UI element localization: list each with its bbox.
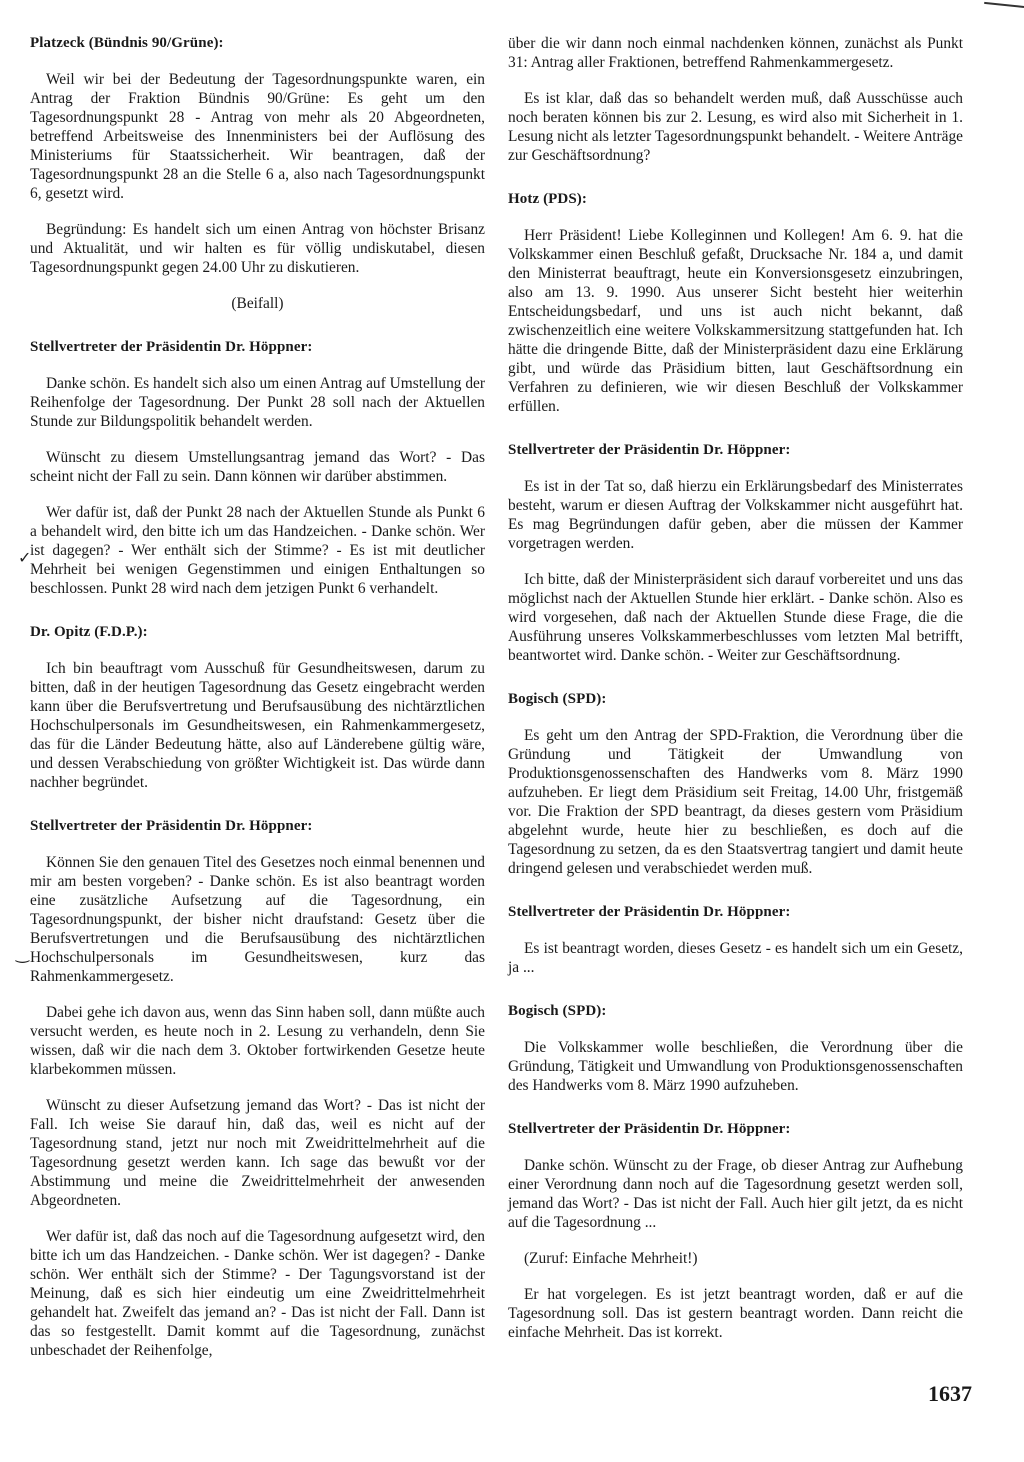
speaker-heading: Bogisch (SPD): [508,1003,607,1019]
margin-pen-mark: ✓ [18,548,32,567]
right-column [508,34,963,1359]
paragraph: Begründung: Es handelt sich um einen Antrag von höchster Brisanz und Aktualität, und wir halten es für völlig undiskutabel, diesen Tagesordnungspunkt gegen 24.00 Uhr zu diskutieren. [30,221,485,276]
speaker-heading: Stellvertreter der Präsidentin Dr. Höppner: [30,339,313,355]
paragraph: Ich bitte, daß der Ministerpräsident sich darauf vorbereitet und uns das möglichst nach der Aktuellen Stunde hier erklärt. - Danke schön. Also es wird vorgesehen, daß nach der Aktuellen Stunde diese Frage, die die Ausführung unseres Volkskammerbeschlusses vom letzten Mal betrifft, beantwortet wird. Danke schön. - Weiter zur Geschäftsordnung. [508,571,963,664]
paragraph: Die Volkskammer wolle beschließen, die Verordnung über die Gründung, Tätigkeit und Umwandlung von Produktionsgenossenschaften des Handwerks vom 8. März 1990 aufzuheben. [508,1039,963,1094]
paragraph: Wünscht zu dieser Aufsetzung jemand das Wort? - Das ist nicht der Fall. Ich weise Sie darauf hin, daß das, weil es nicht auf der Tagesordnung stand, jetzt nur noch mit Zweidrittelmehrheit auf die Tagesordnung gesetzt werden kann. Ich sage das bewußt vor der Abstimmung und meine die Zweidrittelmehrheit der anwesenden Abgeordneten. [30,1097,485,1209]
speaker-heading: Bogisch (SPD): [508,691,607,707]
paragraph: Wünscht zu diesem Umstellungsantrag jemand das Wort? - Das scheint nicht der Fall zu sein. Dann können wir darüber abstimmen. [30,449,485,485]
paragraph: Dabei gehe ich davon aus, wenn das Sinn haben soll, dann müßte auch versucht werden, es heute noch in 2. Lesung zu verhandeln, denn Sie wissen, daß wir die nach dem 3. Oktober fortwirkenden Gesetze heute klarbekommen müssen. [30,1004,485,1078]
paragraph: (Zuruf: Einfache Mehrheit!) [524,1250,698,1267]
speaker-heading: Dr. Opitz (F.D.P.): [30,624,148,640]
paragraph: Es geht um den Antrag der SPD-Fraktion, die Verordnung über die Gründung und Tätigkeit der Umwandlung von Produktionsgenossenschaften des Handwerks vom 8. März 1990 aufzuheben. Er liegt dem Präsidium seit Freitag, 14.00 Uhr, fristgemäß vor. Die Fraktion der SPD beantragt, da dieses gestern vom Präsidium abgelehnt wurde, heute hier zu beschließen, es doch auf die Tagesordnung zu setzen, da es den Staatsvertrag tangiert und damit heute dringend gelesen und verabschiedet werden muß. [508,727,963,877]
speaker-heading: Stellvertreter der Präsidentin Dr. Höppner: [508,442,791,458]
speaker-heading: Platzeck (Bündnis 90/Grüne): [30,35,224,51]
stage-direction: (Beifall) [231,295,284,312]
speaker-heading: Hotz (PDS): [508,191,587,207]
paragraph: Wer dafür ist, daß der Punkt 28 nach der Aktuellen Stunde als Punkt 6 a behandelt wird, den bitte ich um das Handzeichen. - Danke schön. Wer ist dagegen? - Wer enthält sich der Stimme? - Es ist mit deutlicher Mehrheit bei wenigen Gegenstimmen und einigen Enthaltungen so beschlossen. Punkt 28 wird nach dem jetzigen Punkt 6 verhandelt. [30,504,485,597]
paragraph: Ich bin beauftragt vom Ausschuß für Gesundheitswesen, darum zu bitten, daß in der heutigen Tagesordnung das Gesetz eingebracht werden kann über die Berufsvertretung und Berufsausübung des nichtärztlichen Hochschulpersonals im Gesundheitswesen, ein Rahmenkammergesetz, das für die Länder Bedeutung hätte, also auf Länderebene gültig wäre, und dessen Verabschiedung von größter Wichtigkeit ist. Das würde dann nachher begründet. [30,660,485,791]
left-column [30,34,485,1377]
margin-pen-mark: ‿ [16,944,29,963]
paragraph: über die wir dann noch einmal nachdenken können, zunächst als Punkt 31: Antrag aller Fraktionen, betreffend Rahmenkammergesetz. [508,35,963,71]
page-number: 1637 [928,1381,972,1406]
speaker-heading: Stellvertreter der Präsidentin Dr. Höppner: [30,818,313,834]
paragraph: Es ist beantragt worden, dieses Gesetz - es handelt sich um ein Gesetz, ja ... [508,940,963,976]
corner-scan-mark [984,2,1024,8]
speaker-heading: Stellvertreter der Präsidentin Dr. Höppner: [508,904,791,920]
paragraph: Wer dafür ist, daß das noch auf die Tagesordnung aufgesetzt wird, den bitte ich um das Handzeichen. - Danke schön. Wer ist dagegen? - Danke schön. Wer enthält sich der Stimme? - Der Tagungsvorstand ist der Meinung, daß es sich hier eindeutig um eine Zweidrittelmehrheit gehandelt hat. Zweifelt das jemand an? - Das ist nicht der Fall. Dann ist das so festgestellt. Damit kommt auf die Tagesordnung, zunächst unbeschadet der Reihenfolge, [30,1228,485,1359]
paragraph: Weil wir bei der Bedeutung der Tagesordnungspunkte waren, ein Antrag der Fraktion Bündnis 90/Grüne: Es geht um den Tagesordnungspunkt 28 - Antrag von mehr als 20 Abgeordneten, betreffend Arbeitsweise des Innenministers bei der Auflösung des Ministeriums für Staatssicherheit. Wir beantragen, daß der Tagesordnungspunkt 28 an die Stelle 6 a, also nach Tagesordnungspunkt 6, gesetzt wird. [30,71,485,202]
speaker-heading: Stellvertreter der Präsidentin Dr. Höppner: [508,1121,791,1137]
paragraph: Herr Präsident! Liebe Kolleginnen und Kollegen! Am 6. 9. hat die Volkskammer einen Beschluß gefaßt, Drucksache Nr. 184 a, und damit den Ministerrat beauftragt, heute ein Konversionsgesetz einzubringen, also am 13. 9. 1990. Aus unserer Sicht besteht hier weiterhin Entscheidungsbedarf, und uns ist auch nicht bekannt, daß zwischenzeitlich eine weitere Volkskammersitzung stattgefunden hat. Ich hätte die dringende Bitte, daß der Ministerpräsident dazu eine Erklärung gibt, und würde das Präsidium bitten, laut Geschäftsordnung ein Verfahren zu definieren, wie wir diesen Beschluß der Volkskammer erfüllen. [508,227,963,415]
paragraph: Danke schön. Es handelt sich also um einen Antrag auf Umstellung der Reihenfolge der Tagesordnung. Der Punkt 28 soll nach der Aktuellen Stunde zur Bildungspolitik behandelt werden. [30,375,485,430]
paragraph: Es ist klar, daß das so behandelt werden muß, daß Ausschüsse auch noch beraten können bis zur 2. Lesung, es wird also mit Sicherheit in 1. Lesung nicht als letzter Tagesordnungspunkt behandelt. - Weitere Anträge zur Geschäftsordnung? [508,90,963,164]
paragraph: Er hat vorgelegen. Es ist jetzt beantragt worden, daß er auf die Tagesordnung soll. Das ist gestern beantragt worden. Dann reicht die einfache Mehrheit. Das ist korrekt. [508,1286,963,1341]
paragraph: Können Sie den genauen Titel des Gesetzes noch einmal benennen und mir am besten vorgeben? - Danke schön. Es ist also beantragt worden eine zusätzliche Aufsetzung auf die Tagesordnung, ein Tagesordnungspunkt, der bisher nicht draufstand: Gesetz über die Berufsvertretungen und die Berufsausübung des nichtärztlichen Hochschulpersonals im Gesundheitswesen, kurz das Rahmenkammergesetz. [30,854,485,985]
paragraph: Es ist in der Tat so, daß hierzu ein Erklärungsbedarf des Ministerrates besteht, warum er diesen Auftrag der Volkskammer nicht ausgeführt hat. Es mag Begründungen dafür geben, aber die müssen der Kammer vorgetragen werden. [508,478,963,552]
paragraph: Danke schön. Wünscht zu der Frage, ob dieser Antrag zur Aufhebung einer Verordnung dann noch auf die Tagesordnung gesetzt werden soll, jemand das Wort? - Das ist nicht der Fall. Auch hier gilt jetzt, da es nicht auf die Tagesordnung ... [508,1157,963,1231]
